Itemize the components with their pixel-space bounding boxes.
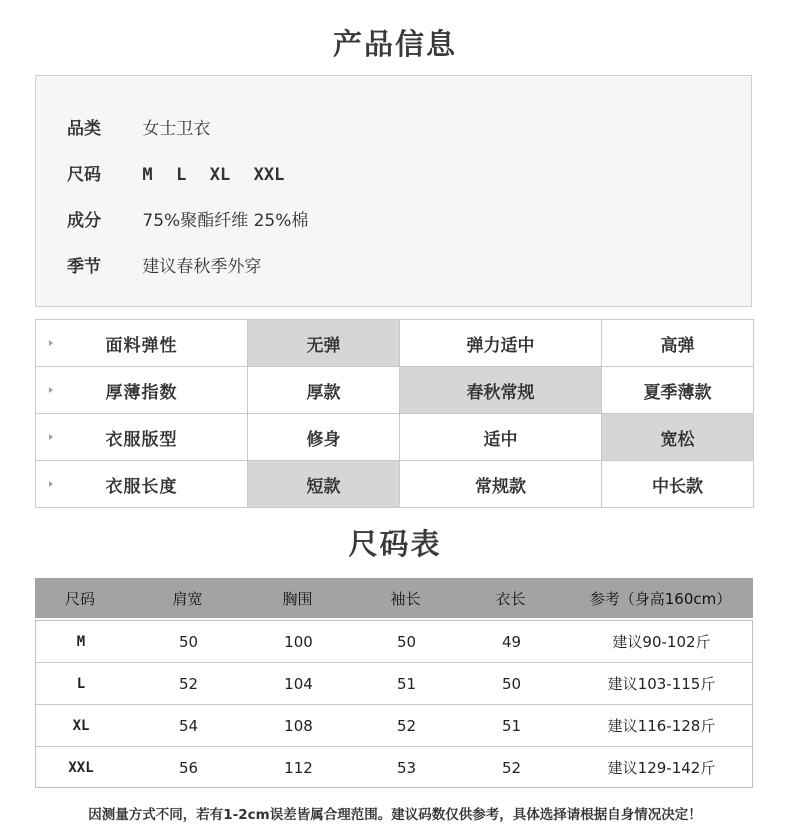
attribute-option: 常规款 xyxy=(400,461,602,508)
header-cell: 衣长 xyxy=(495,589,526,608)
product-info-title: 产品信息 xyxy=(332,27,457,61)
table-cell: 52 xyxy=(396,716,417,735)
attribute-option: 修身 xyxy=(248,414,400,461)
size-chart-title: 尺码表 xyxy=(348,527,442,561)
info-row-category xyxy=(67,114,210,139)
attribute-label xyxy=(36,367,248,414)
attribute-label xyxy=(36,414,248,461)
attribute-row xyxy=(36,320,754,367)
table-cell: L xyxy=(76,675,86,692)
size-chart-header xyxy=(35,578,753,618)
attribute-option: 适中 xyxy=(400,414,602,461)
table-cell: M xyxy=(76,633,86,650)
table-row xyxy=(36,705,752,747)
header-cell: 参考（身高160cm） xyxy=(589,589,732,608)
info-value: 建议春秋季外穿 xyxy=(142,257,262,277)
table-cell: 51 xyxy=(396,674,417,693)
info-key: 品类 xyxy=(67,119,101,139)
table-row xyxy=(36,747,752,788)
attribute-option: 厚款 xyxy=(248,367,400,414)
header-cell: 尺码 xyxy=(64,589,95,608)
table-cell: 100 xyxy=(284,632,313,651)
attribute-option: 春秋常规 xyxy=(400,367,602,414)
table-cell: 54 xyxy=(178,716,199,735)
attribute-label-text: 衣服版型 xyxy=(105,429,178,450)
table-cell: 56 xyxy=(178,758,199,777)
table-cell: 建议103-115斤 xyxy=(607,675,716,693)
attribute-option: 弹力适中 xyxy=(400,320,602,367)
attribute-option: 无弹 xyxy=(248,320,400,367)
bullet-triangle-icon xyxy=(49,340,53,346)
table-cell: 50 xyxy=(396,632,417,651)
attribute-option: 短款 xyxy=(248,461,400,508)
info-value: 75%聚酯纤维 25%棉 xyxy=(142,211,309,231)
table-cell: 51 xyxy=(501,716,522,735)
bullet-triangle-icon xyxy=(49,434,53,440)
attribute-row xyxy=(36,367,754,414)
info-row-season xyxy=(67,252,261,277)
header-cell: 胸围 xyxy=(282,589,313,608)
attribute-option: 宽松 xyxy=(602,414,754,461)
table-cell: 建议129-142斤 xyxy=(607,759,716,777)
header-cell: 袖长 xyxy=(390,589,421,608)
attribute-option: 高弹 xyxy=(602,320,754,367)
size-option: XL xyxy=(209,165,231,185)
table-cell: 112 xyxy=(284,758,313,777)
size-option: M xyxy=(142,165,153,185)
bullet-triangle-icon xyxy=(49,481,53,487)
table-cell: 50 xyxy=(178,632,199,651)
bullet-triangle-icon xyxy=(49,387,53,393)
size-chart-body xyxy=(35,620,753,788)
attribute-option: 中长款 xyxy=(602,461,754,508)
attribute-label-text: 衣服长度 xyxy=(105,476,178,497)
product-info-box xyxy=(35,75,752,307)
table-cell: 50 xyxy=(501,674,522,693)
table-cell: 104 xyxy=(284,674,313,693)
info-key: 尺码 xyxy=(67,165,101,185)
header-cell: 肩宽 xyxy=(172,589,203,608)
info-key: 季节 xyxy=(67,257,101,277)
table-cell: 52 xyxy=(178,674,199,693)
attribute-table xyxy=(35,319,754,508)
info-key: 成分 xyxy=(67,211,101,231)
attribute-label-text: 厚薄指数 xyxy=(105,382,178,403)
attribute-label-text: 面料弹性 xyxy=(105,335,178,356)
size-option: L xyxy=(176,165,187,185)
attribute-row xyxy=(36,461,754,508)
table-cell: XXL xyxy=(68,759,94,776)
info-value: 女士卫衣 xyxy=(142,119,211,139)
table-cell: 53 xyxy=(396,758,417,777)
attribute-label xyxy=(36,461,248,508)
size-list xyxy=(142,165,302,185)
table-cell: 49 xyxy=(501,632,522,651)
table-cell: 建议90-102斤 xyxy=(612,633,711,651)
table-cell: 52 xyxy=(501,758,522,777)
table-row xyxy=(36,663,752,705)
attribute-label xyxy=(36,320,248,367)
info-row-material xyxy=(67,206,308,231)
attribute-option: 夏季薄款 xyxy=(602,367,754,414)
footnote: 因测量方式不同，若有1-2cm误差皆属合理范围。建议码数仅供参考，具体选择请根据自身情况决定！ xyxy=(88,807,702,823)
table-cell: 108 xyxy=(284,716,313,735)
size-option: XXL xyxy=(253,165,285,185)
table-cell: 建议116-128斤 xyxy=(607,717,716,735)
info-row-size xyxy=(67,160,302,185)
attribute-row xyxy=(36,414,754,461)
table-cell: XL xyxy=(72,717,90,734)
table-row xyxy=(36,621,752,663)
